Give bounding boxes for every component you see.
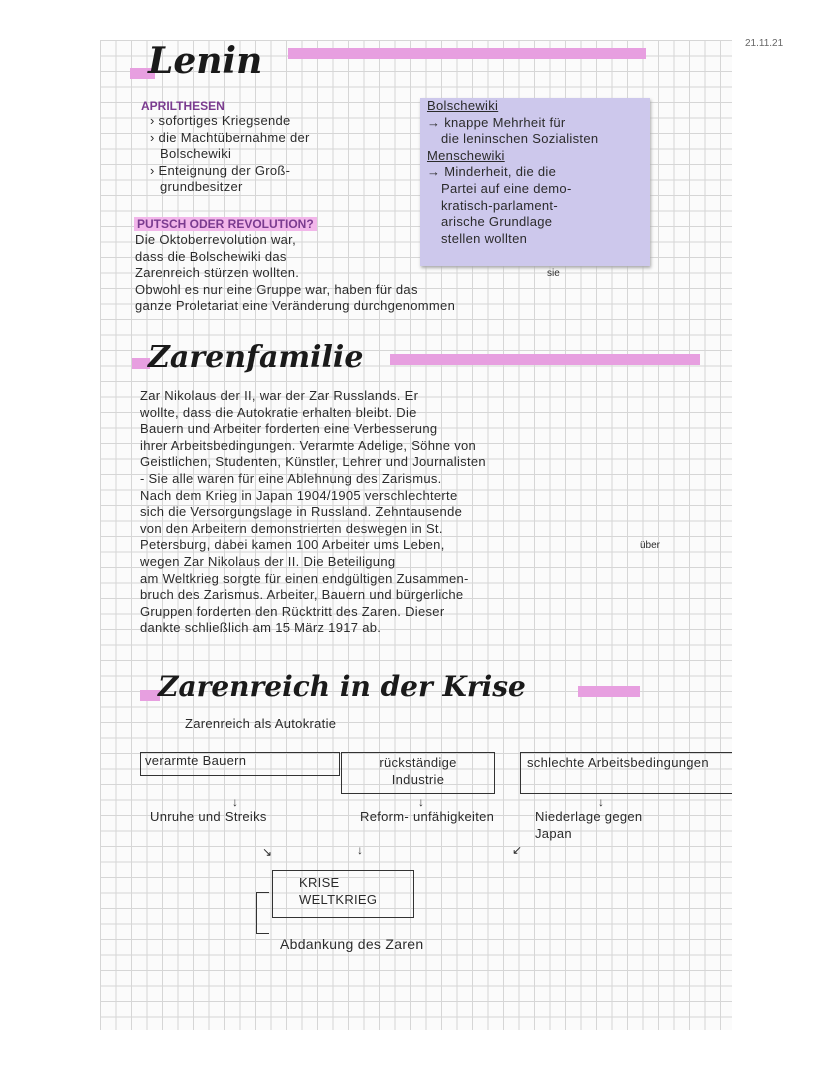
text-line: ganze Proletariat eine Veränderung durchgenommen	[135, 298, 456, 314]
highlight-bar	[578, 686, 640, 697]
text-line: bruch des Zarismus. Arbeiter, Bauern und bürgerliche	[140, 587, 464, 603]
note-line: stellen wollten	[441, 230, 528, 246]
text-line: ihrer Arbeitsbedingungen. Verarmte Adelige, Söhne von	[140, 437, 477, 453]
bullet: Bolschewiki	[160, 146, 232, 162]
text-line: wegen Zar Nikolaus der II. Die Beteiligung	[140, 553, 396, 569]
note-heading: Bolschewiki	[427, 98, 499, 113]
text-line: dass die Bolschewiki das	[135, 248, 287, 264]
highlight-bar	[288, 48, 646, 59]
krise-box	[272, 870, 414, 918]
paragraph	[140, 388, 486, 637]
highlight-bar	[140, 690, 160, 701]
note-line: → knappe Mehrheit für	[427, 114, 566, 130]
section-title-lenin: Lenin	[148, 40, 263, 82]
arrow-down-icon: ↓	[232, 795, 238, 809]
insert-note: sie	[547, 268, 560, 279]
bullet: › die Machtübernahme der	[150, 129, 310, 145]
text-line: Bauern und Arbeiter forderten eine Verbesserung	[140, 421, 438, 437]
note-line: kratisch-parlament-	[441, 197, 558, 213]
section-title-krise: Zarenreich in der Krise	[158, 670, 526, 703]
text-line: - Sie alle waren für eine Ablehnung des Zarismus.	[140, 470, 442, 486]
text-line: Zarenreich stürzen wollten.	[135, 265, 300, 281]
text-line: Nach dem Krieg in Japan 1904/1905 verschlechterte	[140, 487, 458, 503]
arrow-down-icon: ↓	[418, 795, 424, 809]
note-line: arische Grundlage	[441, 214, 553, 230]
result: Abdankung des Zaren	[280, 936, 424, 952]
effect: Unruhe und Streiks	[150, 809, 267, 824]
weltkrieg-label: WELTKRIEG	[299, 891, 378, 907]
insert-note: über	[640, 540, 661, 551]
bullet: › sofortiges Kriegsende	[150, 113, 291, 128]
text-line: Gruppen forderten den Rücktritt des Zaren. Dieser	[140, 603, 445, 619]
highlight-bar	[390, 354, 700, 365]
arrow-down-icon: ↓	[598, 795, 604, 809]
text-line: am Weltkrieg sorgte für einen endgültigen Zusammen-	[140, 570, 469, 586]
diagram-box: schlechte Arbeitsbedingungen	[520, 752, 732, 794]
diagram-root: Zarenreich als Autokratie	[185, 716, 337, 731]
text-line: Geistlichen, Studenten, Künstler, Lehrer und Journalisten	[140, 454, 486, 470]
effect: Reform- unfähigkeiten	[360, 809, 495, 824]
text-line: wollte, dass die Autokratie erhalten bleibt. Die	[140, 404, 417, 420]
note-line: → Minderheit, die die	[427, 164, 557, 180]
text-line: Die Oktoberrevolution war,	[135, 232, 296, 247]
arrow-icon: ↙	[512, 843, 523, 857]
putsch-heading: PUTSCH ODER REVOLUTION?	[134, 217, 317, 231]
bullet: grundbesitzer	[160, 179, 243, 195]
text-line: Petersburg, dabei kamen 100 Arbeiter ums Leben,	[140, 537, 445, 553]
note-line: Partei auf eine demo-	[441, 180, 572, 196]
text-line: von den Arbeitern demonstrierten deswegen in St.	[140, 520, 443, 536]
arrow-icon: ↘	[262, 845, 273, 859]
diagram-box: verarmte Bauern	[140, 752, 340, 776]
krise-label: KRISE	[299, 875, 340, 890]
diagram-box: rückständige Industrie	[341, 752, 495, 794]
note-heading: Menschewiki	[427, 147, 505, 163]
bracket-arrow	[256, 892, 269, 934]
bullet: › Enteignung der Groß-	[150, 162, 291, 178]
text-line: sich die Versorgungslage in Russland. Zehntausende	[140, 504, 463, 520]
section-title-zarenfamilie: Zarenfamilie	[148, 340, 364, 375]
text-line: Zar Nikolaus der II, war der Zar Russlands. Er	[140, 388, 419, 403]
arrow-down-icon: ↓	[357, 843, 363, 857]
text-line: Obwohl es nur eine Gruppe war, haben für das	[135, 281, 418, 297]
note-line: die leninschen Sozialisten	[441, 131, 599, 147]
date: 21.11.21	[745, 38, 784, 49]
text-line: dankte schließlich am 15 März 1917 ab.	[140, 620, 382, 636]
aprilthesen-heading: APRILTHESEN	[141, 99, 225, 113]
effect: Niederlage gegen Japan	[535, 809, 643, 841]
